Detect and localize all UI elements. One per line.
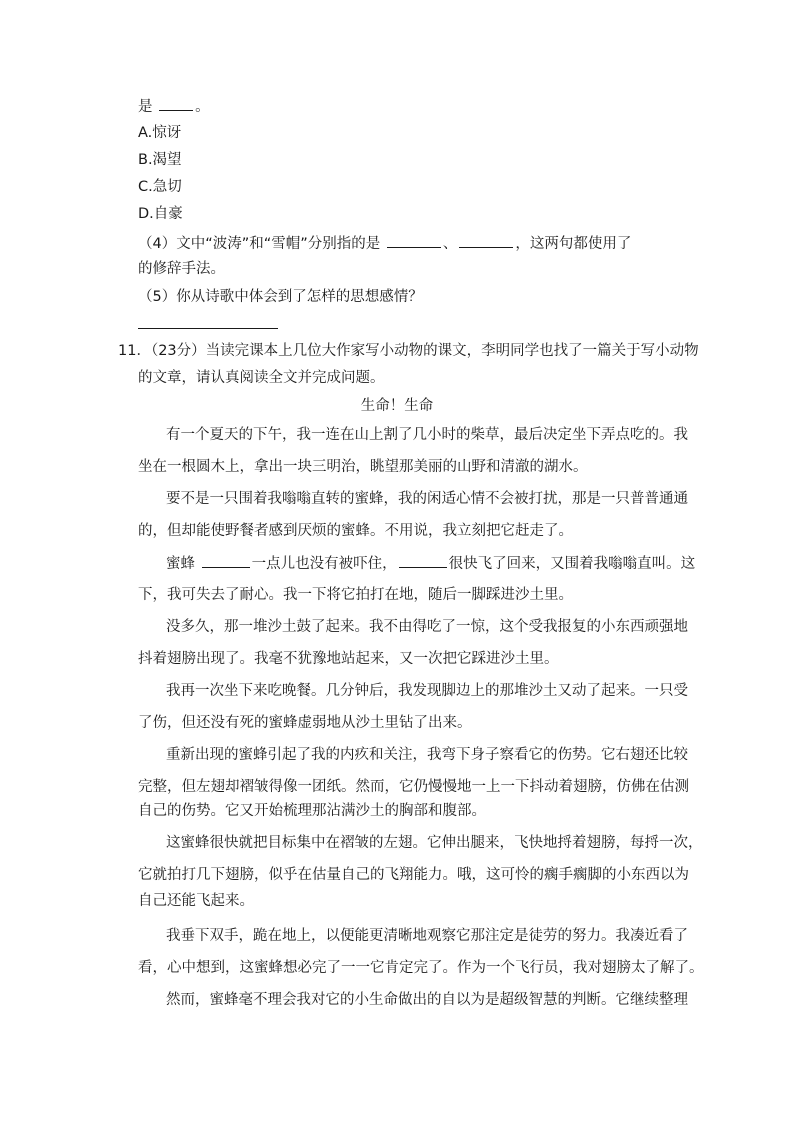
- option-a[interactable]: A.惊讶: [138, 125, 182, 141]
- q10-answer-line: [138, 96, 210, 117]
- q10-5-question: （5）你从诗歌中体会到了怎样的思想感情？: [138, 289, 423, 305]
- p9-line1: 然而，蜜蜂毫不理会我对它的小生命做出的自以为是超级智慧的判断。它继续整理: [166, 992, 688, 1008]
- q10-4-line1: [138, 233, 631, 254]
- p5-line2: 了伤，但还没有死的蜜蜂虚弱地从沙土里钻了出来。: [138, 715, 472, 731]
- p7-line3: 自己还能飞起来。: [138, 893, 254, 909]
- q10-line-prefix: 是: [138, 99, 153, 115]
- q11-stem-line1: 11．（23分）当读完课本上几位大作家写小动物的课文，李明同学也找了一篇关于写小动物: [118, 343, 699, 359]
- p2-line1: 要不是一只围着我嗡嗡直转的蜜蜂，我的闲适心情不会被打扰，那是一只普普通通: [166, 491, 688, 507]
- p3-part-a: 蜜蜂: [166, 556, 195, 572]
- p8-line1: 我垂下双手，跪在地上，以便能更清晰地观察它那注定是徒劳的努力。我凑近看了: [166, 928, 688, 944]
- p3-part-b: 一点儿也没有被吓住，: [251, 556, 397, 572]
- option-b[interactable]: B.渴望: [138, 152, 182, 168]
- p7-line2: 它就拍打几下翅膀，似乎在估量自己的飞翔能力。哦，这可怜的瘸手瘸脚的小东西以为: [138, 867, 689, 883]
- answer-blank[interactable]: [159, 96, 193, 111]
- answer-blank-1[interactable]: [387, 233, 441, 248]
- p6-line3: 自己的伤势。它又开始梳理那沾满沙土的胸部和腹部。: [138, 803, 486, 819]
- p1-line2: 坐在一根圆木上，拿出一块三明治，眺望那美丽的山野和清澈的湖水。: [138, 459, 588, 475]
- p8-line2: 看，心中想到，这蜜蜂想必完了一一它肯定完了。作为一个飞行员，我对翅膀太了解了。: [138, 960, 704, 976]
- answer-blank-3[interactable]: [202, 553, 250, 568]
- p3-line1: [166, 553, 695, 574]
- answer-blank-4[interactable]: [399, 553, 447, 568]
- p7-line1: 这蜜蜂很快就把目标集中在褶皱的左翅。它伸出腿来，飞快地捋着翅膀，每捋一次，: [166, 835, 703, 851]
- article-title: 生命！生命: [360, 398, 434, 414]
- answer-line[interactable]: [138, 328, 278, 329]
- q10-4-suffix: ，这两句都使用了: [515, 236, 632, 252]
- q10-line-suffix: 。: [195, 99, 210, 115]
- option-c[interactable]: C.急切: [138, 179, 182, 195]
- p3-line2: 下，我可失去了耐心。我一下将它拍打在地，随后一脚踩进沙土里。: [138, 587, 573, 603]
- option-d[interactable]: D.自豪: [138, 206, 183, 222]
- q10-4-line2: 的修辞手法。: [138, 261, 225, 277]
- p4-line1: 没多久，那一堆沙土鼓了起来。我不由得吃了一惊，这个受我报复的小东西顽强地: [166, 619, 688, 635]
- p3-part-c: 很快飞了回来，又围着我嗡嗡直叫。这: [448, 556, 696, 572]
- p4-line2: 抖着翅膀出现了。我毫不犹豫地站起来，又一次把它踩进沙土里。: [138, 651, 559, 667]
- q10-4-sep: 、: [442, 236, 458, 252]
- p6-line2: 完整，但左翅却褶皱得像一团纸。然而，它仍慢慢地一上一下抖动着翅膀，仿佛在估测: [138, 779, 689, 795]
- p6-line1: 重新出现的蜜蜂引起了我的内疚和关注，我弯下身子察看它的伤势。它右翅还比较: [166, 747, 688, 763]
- p1-line1: 有一个夏天的下午，我一连在山上割了几小时的柴草，最后决定坐下弄点吃的。我: [166, 427, 688, 443]
- answer-blank-2[interactable]: [459, 233, 513, 248]
- p5-line1: 我再一次坐下来吃晚餐。几分钟后，我发现脚边上的那堆沙土又动了起来。一只受: [166, 683, 688, 699]
- q11-stem-line2: 的文章，请认真阅读全文并完成问题。: [138, 370, 385, 386]
- p2-line2: 的，但却能使野餐者感到厌烦的蜜蜂。不用说，我立刻把它赶走了。: [138, 523, 573, 539]
- q10-4-prefix: （4）文中“波涛”和“雪帽”分别指的是: [138, 236, 381, 252]
